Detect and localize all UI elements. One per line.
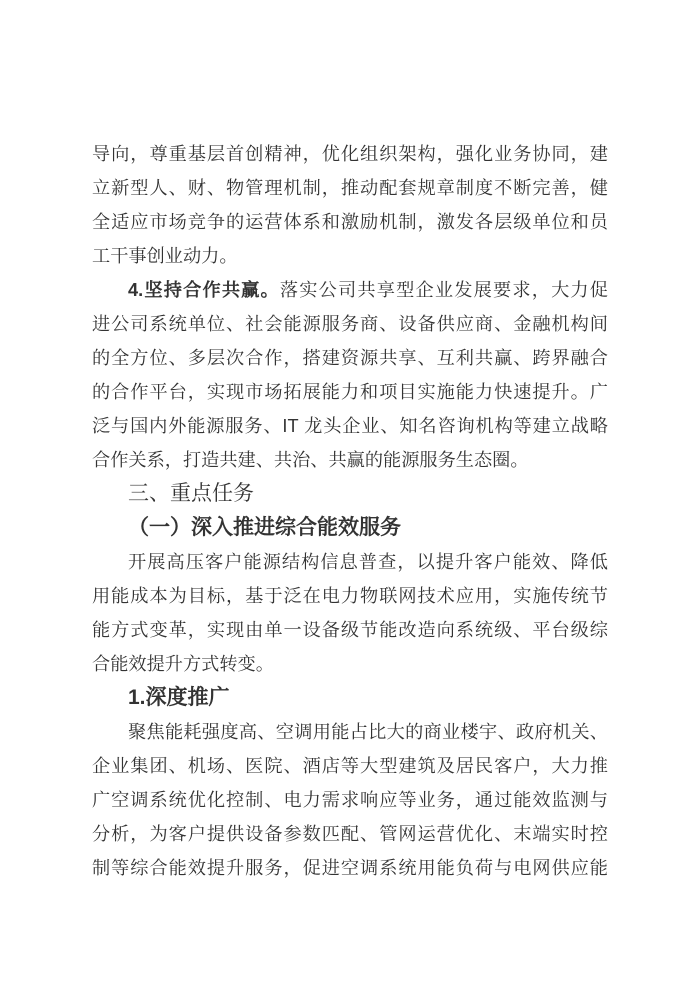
body-text-line (92, 715, 608, 749)
body-text-line (92, 851, 608, 885)
text-run: 工干事创业动力。 (92, 246, 238, 266)
text-run: 用能成本为目标，基于泛在电力物联网技术应用，实施传统节 (92, 586, 608, 606)
document-body (92, 137, 608, 885)
subsection-heading (92, 511, 608, 545)
numbered-heading (92, 681, 608, 715)
bold-text-run: 1.深度推广 (128, 686, 230, 709)
text-run: 泛与国内外能源服务、IT 龙头企业、知名咨询机构等建立战略 (92, 416, 608, 436)
text-run: 制等综合能效提升服务，促进空调系统用能负荷与电网供应能 (92, 858, 608, 878)
body-text-line (92, 307, 608, 341)
body-text-line (92, 783, 608, 817)
text-run: 导向，尊重基层首创精神，优化组织架构，强化业务协同，建 (92, 144, 608, 164)
text-run: 开展高压客户能源结构信息普查，以提升客户能效、降低 (128, 552, 608, 572)
body-text-line (92, 341, 608, 375)
text-run: 能方式变革，实现由单一设备级节能改造向系统级、平台级综 (92, 620, 608, 640)
body-text-line (92, 817, 608, 851)
text-run: 企业集团、机场、医院、酒店等大型建筑及居民客户，大力推 (92, 756, 608, 776)
body-text-line (92, 375, 608, 409)
body-text-line (92, 579, 608, 613)
text-run: 的全方位、多层次合作，搭建资源共享、互利共赢、跨界融合 (92, 348, 608, 368)
text-run: 立新型人、财、物管理机制，推动配套规章制度不断完善，健 (92, 178, 608, 198)
text-run: 合能效提升方式转变。 (92, 654, 274, 674)
body-text-line (92, 171, 608, 205)
body-text-line (92, 239, 608, 273)
text-run: 的合作平台，实现市场拓展能力和项目实施能力快速提升。广 (92, 382, 608, 402)
text-run: 分析，为客户提供设备参数匹配、管网运营优化、末端实时控 (92, 824, 608, 844)
section-heading (92, 477, 608, 511)
text-run: 广空调系统优化控制、电力需求响应等业务，通过能效监测与 (92, 790, 608, 810)
body-text-line (92, 443, 608, 477)
text-run: 聚焦能耗强度高、空调用能占比大的商业楼宇、政府机关、 (128, 722, 608, 742)
text-run: 落实公司共享型企业发展要求，大力促 (279, 280, 608, 300)
bold-text-run: 4.坚持合作共赢。 (128, 280, 280, 300)
bold-text-run: （一）深入推进综合能效服务 (128, 516, 401, 539)
body-text-line (92, 205, 608, 239)
body-text-line (92, 137, 608, 171)
body-text-line (92, 545, 608, 579)
body-text-line (92, 409, 608, 443)
text-run: 合作关系，打造共建、共治、共赢的能源服务生态圈。 (92, 450, 529, 470)
body-text-line (92, 273, 608, 307)
text-run: 三、重点任务 (128, 482, 254, 505)
text-run: 进公司系统单位、社会能源服务商、设备供应商、金融机构间 (92, 314, 608, 334)
body-text-line (92, 647, 608, 681)
body-text-line (92, 749, 608, 783)
body-text-line (92, 613, 608, 647)
text-run: 全适应市场竞争的运营体系和激励机制，激发各层级单位和员 (92, 212, 608, 232)
